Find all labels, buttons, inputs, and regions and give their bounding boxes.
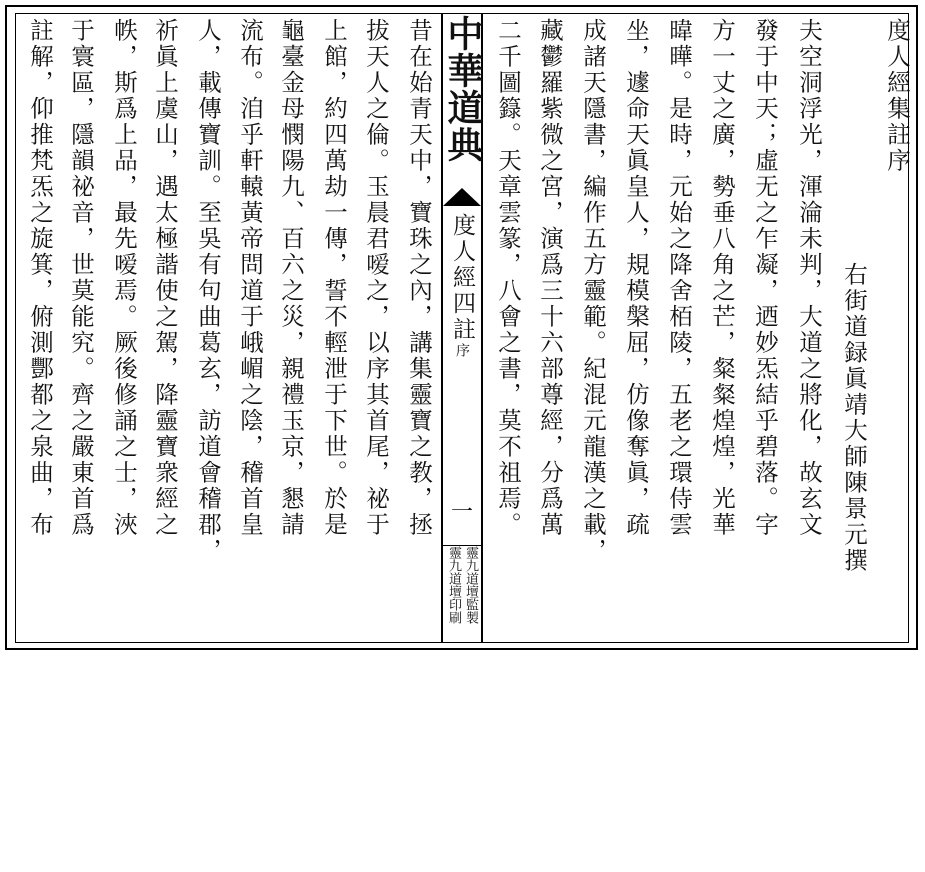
- text-column: 方一丈之廣，勢垂八角之芒，粲粲煌煌，光華: [708, 18, 736, 538]
- text-column: 帙，斯爲上品，最先嗳焉。厥後修誦之士，浹: [110, 18, 138, 538]
- text-column: 祈眞上虞山，遇太極諧使之駕，降靈寶衆經之: [151, 18, 179, 538]
- book-title-text: 度人經四註: [449, 213, 475, 343]
- text-column: 發于中天；虛无之乍凝，迺妙炁結乎碧落。字: [751, 18, 779, 538]
- page-number: 一: [450, 500, 473, 525]
- publisher-imprint: [443, 545, 481, 642]
- text-column: 人，載傳寶訓。至吳有句曲葛玄，訪道會稽郡，: [194, 18, 222, 564]
- text-column: 藏鬱羅紫微之宮，演爲三十六部尊經，分爲萬: [536, 18, 564, 538]
- publisher-line: 靈九道壇印刷: [446, 546, 461, 624]
- preface-heading: 度人經集註序: [883, 18, 911, 174]
- text-column: 拔天人之倫。玉晨君嗳之，以序其首尾，祕于: [362, 18, 390, 538]
- section-label: 序: [454, 343, 470, 357]
- text-column: 二千圖籙。天章雲篆，八會之書，莫不祖焉。: [494, 18, 522, 538]
- text-column: 註解，仰推梵炁之旋箕，俯測酆都之泉曲，布: [26, 18, 54, 538]
- text-column: 龜臺金母憫陽九、百六之災，親禮玉京，懇請: [277, 18, 305, 538]
- publisher-line: 靈九道壇監製: [463, 546, 478, 624]
- text-column: 成諸天隱書，編作五方靈範。紀混元龍漢之載，: [579, 18, 607, 564]
- text-column: 昔在始青天中，寶珠之內，講集靈寶之教，拯: [405, 18, 433, 538]
- text-column: 坐，遽命天眞皇人，規模槃屈，仿像奪眞，疏: [622, 18, 650, 538]
- series-title: 中華道典: [442, 15, 483, 163]
- text-column: 暐曄。是時，元始之降舍栢陵，五老之環侍雲: [665, 18, 693, 538]
- text-column: 于寰區，隱韻祕音，世莫能究。齊之嚴東首爲: [67, 18, 95, 538]
- author-line: 右街道録眞靖大師陳景元撰: [840, 262, 868, 574]
- text-column: 上館，約四萬劫一傳，誓不輕泄于下世。於是: [320, 18, 348, 538]
- text-column: 流布。洎乎軒轅黃帝問道于峨嵋之陰，稽首皇: [236, 18, 264, 538]
- book-title: [443, 213, 481, 357]
- text-column: 夫空洞浮光，渾淪未判，大道之將化，故玄文: [795, 18, 823, 538]
- fishtail-mark: [443, 188, 481, 206]
- book-spine: [441, 13, 483, 643]
